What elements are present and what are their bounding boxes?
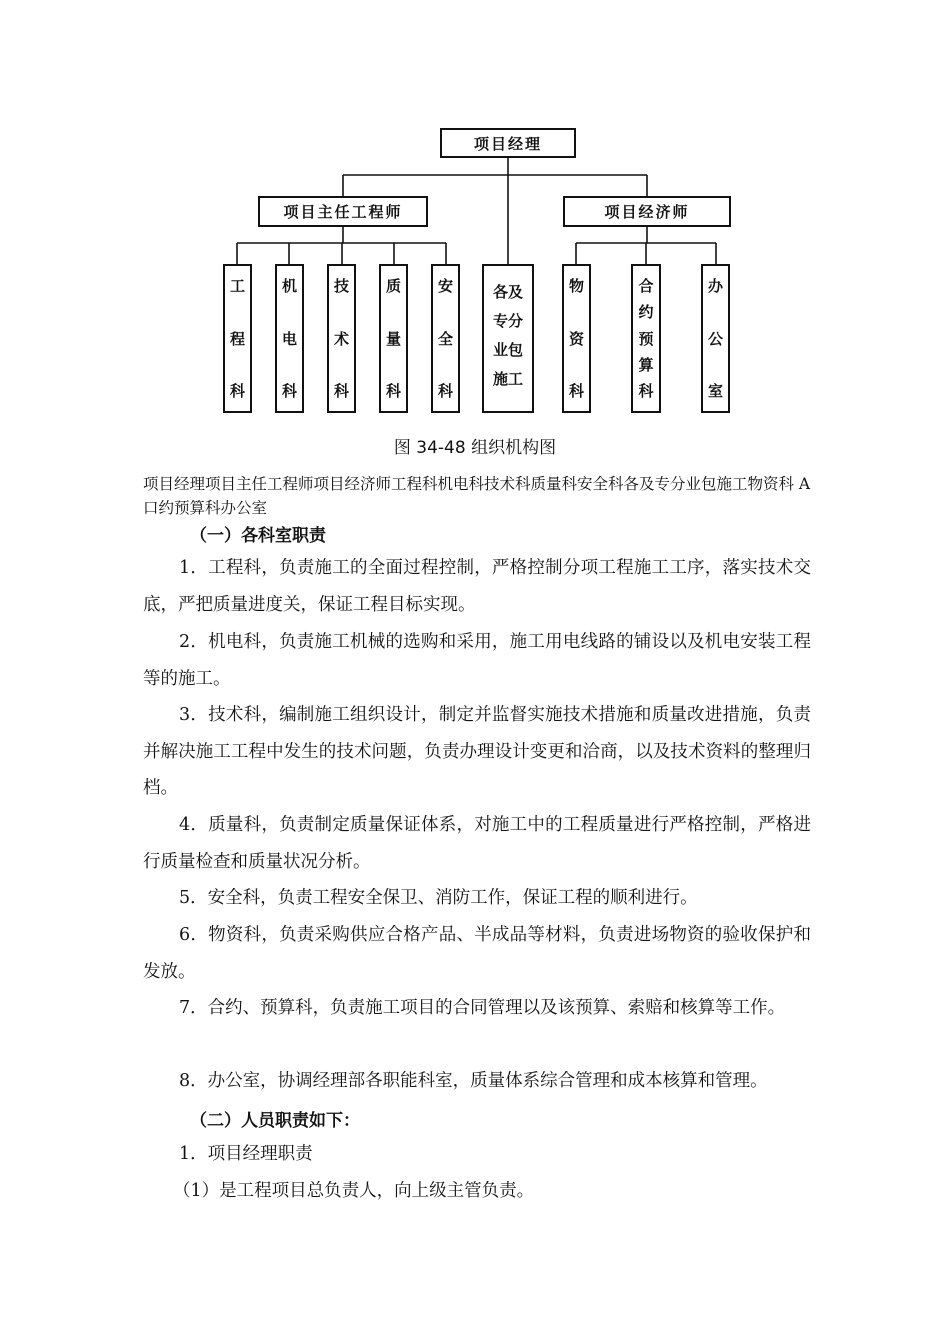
staff-item-1: 1．项目经理职责 bbox=[179, 1144, 313, 1164]
dept-label-engineering-char: 科 bbox=[229, 382, 245, 400]
dept-box-quality bbox=[379, 264, 408, 413]
dept-label-contract-budget-char: 科 bbox=[638, 382, 654, 400]
dept-label-contract-budget-char: 合 bbox=[638, 277, 654, 295]
dept-box-engineering bbox=[223, 264, 252, 413]
dept-box-technical bbox=[327, 264, 356, 413]
staff-sub-1: （1）是工程项目总负责人，向上级主管负责。 bbox=[173, 1181, 535, 1201]
dept-label-quality-char: 科 bbox=[385, 382, 401, 400]
dept-label-quality-char: 量 bbox=[385, 329, 401, 348]
dept-label-mechanical-electrical-char: 机 bbox=[281, 277, 297, 295]
dept-label-contract-budget-char: 算 bbox=[638, 355, 654, 374]
duty-item-1: 1．工程科，负责施工的全面过程控制，严格控制分项工程施工工序，落实技术交底，严把质量进度关，保证工程目标实现。 bbox=[143, 558, 811, 615]
dept-box-mechanical-electrical bbox=[275, 264, 304, 413]
dept-label-subcontract: 各及专分业包施工 bbox=[492, 283, 523, 388]
dept-label-office-char: 办 bbox=[707, 277, 723, 295]
dept-box-subcontract bbox=[482, 264, 534, 413]
dept-label-safety-char: 全 bbox=[437, 329, 453, 348]
duty-item-5: 5．安全科，负责工程安全保卫、消防工作，保证工程的顺利进行。 bbox=[179, 888, 698, 908]
org-branch-left-label: 项目主任工程师 bbox=[283, 203, 403, 221]
dept-label-mechanical-electrical-char: 科 bbox=[281, 382, 297, 400]
dept-label-materials-char: 资 bbox=[568, 329, 584, 348]
dept-box-safety bbox=[431, 264, 460, 413]
org-root-box bbox=[440, 128, 576, 158]
org-root-label: 项目经理 bbox=[473, 134, 542, 153]
dept-label-technical-char: 科 bbox=[333, 382, 349, 400]
dept-box-office bbox=[701, 264, 730, 413]
dept-label-office-char: 室 bbox=[707, 382, 723, 400]
org-branch-right-label: 项目经济师 bbox=[604, 203, 690, 221]
figure-caption: 图 34-48 组织机构图 bbox=[393, 438, 557, 458]
dept-label-technical-char: 技 bbox=[333, 277, 349, 295]
dept-label-materials-char: 物 bbox=[568, 277, 584, 295]
duty-item-2: 2．机电科，负责施工机械的选购和采用，施工用电线路的铺设以及机电安装工程等的施工。 bbox=[143, 632, 811, 689]
dept-label-quality-char: 质 bbox=[385, 277, 401, 295]
dept-label-engineering-char: 程 bbox=[229, 329, 245, 348]
duty-item-8: 8．办公室，协调经理部各职能科室，质量体系综合管理和成本核算和管理。 bbox=[179, 1071, 768, 1091]
dept-label-technical-char: 术 bbox=[333, 329, 349, 348]
org-branch-left-box bbox=[258, 196, 428, 227]
org-branch-right-box bbox=[563, 196, 731, 227]
org-chart bbox=[0, 0, 950, 430]
dept-label-mechanical-electrical-char: 电 bbox=[281, 329, 297, 348]
dept-label-contract-budget-char: 约 bbox=[638, 303, 654, 322]
section1-heading: （一）各科室职责 bbox=[190, 526, 326, 546]
duty-item-7: 7．合约、预算科，负责施工项目的合同管理以及该预算、索赔和核算等工作。 bbox=[179, 998, 786, 1018]
section2-heading: （二）人员职责如下： bbox=[190, 1111, 360, 1131]
dept-box-materials bbox=[562, 264, 591, 413]
duty-item-3: 3．技术科，编制施工组织设计，制定并监督实施技术措施和质量改进措施，负责并解决施工工程中发生的技术问题，负责办理设计变更和洽商，以及技术资料的整理归档。 bbox=[143, 705, 811, 798]
dept-label-contract-budget-char: 预 bbox=[638, 329, 654, 348]
dept-label-materials-char: 科 bbox=[568, 382, 584, 400]
dept-label-engineering-char: 工 bbox=[229, 277, 245, 295]
dept-label-safety-char: 安 bbox=[437, 277, 453, 295]
duty-item-4: 4．质量科，负责制定质量保证体系，对施工中的工程质量进行严格控制，严格进行质量检查和质量状况分析。 bbox=[143, 815, 811, 872]
dept-label-office-char: 公 bbox=[707, 329, 723, 348]
duty-item-6: 6．物资科，负责采购供应合格产品、半成品等材料，负责进场物资的验收保护和发放。 bbox=[143, 925, 811, 982]
ocr-chart-text: 项目经理项目主任工程师项目经济师工程科机电科技术科质量科安全科各及专分业包施工物资科 A 口约预算科办公室 bbox=[143, 475, 811, 517]
org-chart-connectors bbox=[0, 0, 950, 430]
dept-box-contract-budget bbox=[631, 264, 661, 413]
dept-label-safety-char: 科 bbox=[437, 382, 453, 400]
